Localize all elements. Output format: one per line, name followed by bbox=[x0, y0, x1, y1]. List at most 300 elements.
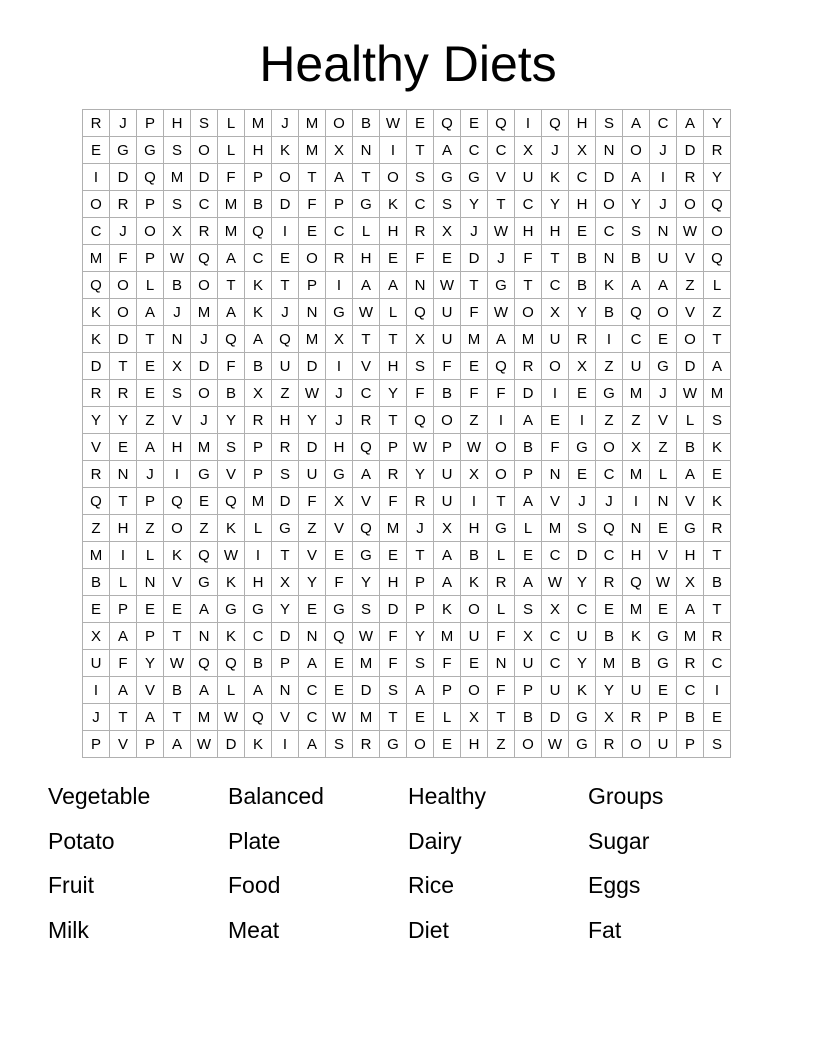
grid-cell[interactable]: B bbox=[164, 272, 191, 299]
grid-cell[interactable]: M bbox=[434, 623, 461, 650]
grid-cell[interactable]: Z bbox=[137, 515, 164, 542]
grid-cell[interactable]: O bbox=[461, 596, 488, 623]
grid-cell[interactable]: Z bbox=[704, 299, 731, 326]
grid-cell[interactable]: R bbox=[515, 353, 542, 380]
grid-cell[interactable]: Q bbox=[353, 434, 380, 461]
grid-cell[interactable]: I bbox=[461, 488, 488, 515]
grid-cell[interactable]: H bbox=[353, 245, 380, 272]
grid-cell[interactable]: E bbox=[407, 704, 434, 731]
grid-cell[interactable]: T bbox=[272, 272, 299, 299]
grid-cell[interactable]: V bbox=[677, 488, 704, 515]
grid-cell[interactable]: Q bbox=[542, 110, 569, 137]
grid-cell[interactable]: M bbox=[704, 380, 731, 407]
grid-cell[interactable]: Y bbox=[542, 191, 569, 218]
grid-cell[interactable]: M bbox=[623, 596, 650, 623]
grid-cell[interactable]: E bbox=[704, 704, 731, 731]
grid-cell[interactable]: P bbox=[515, 677, 542, 704]
grid-cell[interactable]: X bbox=[677, 569, 704, 596]
grid-cell[interactable]: J bbox=[596, 488, 623, 515]
grid-cell[interactable]: U bbox=[299, 461, 326, 488]
grid-cell[interactable]: Y bbox=[110, 407, 137, 434]
grid-cell[interactable]: M bbox=[245, 488, 272, 515]
grid-cell[interactable]: R bbox=[83, 461, 110, 488]
grid-cell[interactable]: Q bbox=[218, 488, 245, 515]
grid-cell[interactable]: D bbox=[110, 164, 137, 191]
grid-cell[interactable]: J bbox=[461, 218, 488, 245]
grid-cell[interactable]: Y bbox=[83, 407, 110, 434]
grid-cell[interactable]: Z bbox=[461, 407, 488, 434]
grid-cell[interactable]: T bbox=[380, 326, 407, 353]
grid-cell[interactable]: M bbox=[515, 326, 542, 353]
grid-cell[interactable]: F bbox=[488, 623, 515, 650]
grid-cell[interactable]: F bbox=[488, 677, 515, 704]
grid-cell[interactable]: T bbox=[380, 704, 407, 731]
grid-cell[interactable]: D bbox=[569, 542, 596, 569]
grid-cell[interactable]: F bbox=[110, 650, 137, 677]
grid-cell[interactable]: V bbox=[353, 353, 380, 380]
grid-cell[interactable]: A bbox=[137, 434, 164, 461]
grid-cell[interactable]: W bbox=[434, 272, 461, 299]
grid-cell[interactable]: B bbox=[218, 380, 245, 407]
grid-cell[interactable]: C bbox=[623, 326, 650, 353]
grid-cell[interactable]: X bbox=[326, 137, 353, 164]
grid-cell[interactable]: G bbox=[650, 353, 677, 380]
grid-cell[interactable]: P bbox=[407, 569, 434, 596]
grid-cell[interactable]: D bbox=[299, 353, 326, 380]
grid-cell[interactable]: O bbox=[677, 326, 704, 353]
grid-cell[interactable]: V bbox=[650, 407, 677, 434]
grid-cell[interactable]: F bbox=[380, 650, 407, 677]
grid-cell[interactable]: U bbox=[434, 326, 461, 353]
grid-cell[interactable]: L bbox=[137, 542, 164, 569]
grid-cell[interactable]: L bbox=[488, 542, 515, 569]
grid-cell[interactable]: G bbox=[569, 434, 596, 461]
grid-cell[interactable]: Q bbox=[704, 245, 731, 272]
grid-cell[interactable]: E bbox=[110, 434, 137, 461]
grid-cell[interactable]: Q bbox=[488, 353, 515, 380]
grid-cell[interactable]: S bbox=[164, 137, 191, 164]
grid-cell[interactable]: V bbox=[164, 569, 191, 596]
grid-cell[interactable]: E bbox=[650, 515, 677, 542]
grid-cell[interactable]: E bbox=[434, 245, 461, 272]
grid-cell[interactable]: W bbox=[164, 245, 191, 272]
grid-cell[interactable]: M bbox=[299, 110, 326, 137]
grid-cell[interactable]: A bbox=[191, 596, 218, 623]
grid-cell[interactable]: M bbox=[461, 326, 488, 353]
grid-cell[interactable]: V bbox=[650, 542, 677, 569]
grid-cell[interactable]: G bbox=[677, 515, 704, 542]
grid-cell[interactable]: M bbox=[596, 650, 623, 677]
grid-cell[interactable]: E bbox=[569, 461, 596, 488]
grid-cell[interactable]: T bbox=[704, 326, 731, 353]
grid-cell[interactable]: U bbox=[650, 731, 677, 758]
grid-cell[interactable]: R bbox=[704, 137, 731, 164]
grid-cell[interactable]: Q bbox=[623, 299, 650, 326]
grid-cell[interactable]: A bbox=[191, 677, 218, 704]
grid-cell[interactable]: E bbox=[596, 596, 623, 623]
grid-cell[interactable]: R bbox=[407, 488, 434, 515]
grid-cell[interactable]: G bbox=[488, 515, 515, 542]
grid-cell[interactable]: Z bbox=[272, 380, 299, 407]
grid-cell[interactable]: F bbox=[407, 245, 434, 272]
grid-cell[interactable]: Y bbox=[569, 299, 596, 326]
grid-cell[interactable]: Q bbox=[245, 704, 272, 731]
grid-cell[interactable]: Q bbox=[83, 272, 110, 299]
grid-cell[interactable]: D bbox=[272, 623, 299, 650]
grid-cell[interactable]: A bbox=[164, 731, 191, 758]
grid-cell[interactable]: X bbox=[569, 353, 596, 380]
grid-cell[interactable]: M bbox=[218, 191, 245, 218]
grid-cell[interactable]: W bbox=[191, 731, 218, 758]
grid-cell[interactable]: Y bbox=[407, 461, 434, 488]
grid-cell[interactable]: X bbox=[515, 137, 542, 164]
grid-cell[interactable]: I bbox=[650, 164, 677, 191]
grid-cell[interactable]: T bbox=[272, 542, 299, 569]
grid-cell[interactable]: Y bbox=[569, 650, 596, 677]
grid-cell[interactable]: D bbox=[596, 164, 623, 191]
grid-cell[interactable]: P bbox=[677, 731, 704, 758]
grid-cell[interactable]: P bbox=[434, 434, 461, 461]
grid-cell[interactable]: E bbox=[569, 380, 596, 407]
grid-cell[interactable]: E bbox=[434, 731, 461, 758]
grid-cell[interactable]: L bbox=[704, 272, 731, 299]
grid-cell[interactable]: D bbox=[272, 488, 299, 515]
grid-cell[interactable]: G bbox=[488, 272, 515, 299]
grid-cell[interactable]: C bbox=[191, 191, 218, 218]
grid-cell[interactable]: R bbox=[569, 326, 596, 353]
grid-cell[interactable]: I bbox=[272, 731, 299, 758]
grid-cell[interactable]: Y bbox=[218, 407, 245, 434]
grid-cell[interactable]: G bbox=[650, 650, 677, 677]
grid-cell[interactable]: B bbox=[596, 299, 623, 326]
grid-cell[interactable]: W bbox=[677, 218, 704, 245]
grid-cell[interactable]: K bbox=[245, 272, 272, 299]
grid-cell[interactable]: U bbox=[515, 164, 542, 191]
grid-cell[interactable]: R bbox=[110, 380, 137, 407]
grid-cell[interactable]: T bbox=[407, 542, 434, 569]
grid-cell[interactable]: N bbox=[299, 299, 326, 326]
grid-cell[interactable]: K bbox=[218, 569, 245, 596]
grid-cell[interactable]: X bbox=[326, 488, 353, 515]
grid-cell[interactable]: A bbox=[623, 272, 650, 299]
grid-cell[interactable]: T bbox=[110, 353, 137, 380]
grid-cell[interactable]: A bbox=[407, 677, 434, 704]
grid-cell[interactable]: F bbox=[515, 245, 542, 272]
grid-cell[interactable]: S bbox=[569, 515, 596, 542]
grid-cell[interactable]: D bbox=[191, 164, 218, 191]
grid-cell[interactable]: E bbox=[569, 218, 596, 245]
grid-cell[interactable]: X bbox=[272, 569, 299, 596]
grid-cell[interactable]: R bbox=[353, 407, 380, 434]
grid-cell[interactable]: E bbox=[650, 677, 677, 704]
grid-cell[interactable]: I bbox=[569, 407, 596, 434]
grid-cell[interactable]: T bbox=[488, 704, 515, 731]
grid-cell[interactable]: H bbox=[623, 542, 650, 569]
grid-cell[interactable]: K bbox=[164, 542, 191, 569]
grid-cell[interactable]: I bbox=[83, 677, 110, 704]
grid-cell[interactable]: M bbox=[218, 218, 245, 245]
grid-cell[interactable]: D bbox=[218, 731, 245, 758]
grid-cell[interactable]: P bbox=[245, 434, 272, 461]
grid-cell[interactable]: K bbox=[218, 623, 245, 650]
grid-cell[interactable]: P bbox=[137, 191, 164, 218]
grid-cell[interactable]: B bbox=[623, 245, 650, 272]
grid-cell[interactable]: O bbox=[326, 110, 353, 137]
grid-cell[interactable]: C bbox=[704, 650, 731, 677]
grid-cell[interactable]: X bbox=[245, 380, 272, 407]
grid-cell[interactable]: E bbox=[461, 110, 488, 137]
grid-cell[interactable]: R bbox=[677, 164, 704, 191]
grid-cell[interactable]: U bbox=[542, 677, 569, 704]
grid-cell[interactable]: A bbox=[299, 650, 326, 677]
grid-cell[interactable]: S bbox=[515, 596, 542, 623]
grid-cell[interactable]: E bbox=[326, 542, 353, 569]
grid-cell[interactable]: X bbox=[407, 326, 434, 353]
grid-cell[interactable]: B bbox=[245, 650, 272, 677]
grid-cell[interactable]: A bbox=[488, 326, 515, 353]
grid-cell[interactable]: R bbox=[326, 245, 353, 272]
grid-cell[interactable]: T bbox=[380, 407, 407, 434]
grid-cell[interactable]: R bbox=[596, 569, 623, 596]
grid-cell[interactable]: Z bbox=[299, 515, 326, 542]
grid-cell[interactable]: B bbox=[515, 704, 542, 731]
grid-cell[interactable]: F bbox=[218, 164, 245, 191]
grid-cell[interactable]: V bbox=[353, 488, 380, 515]
grid-cell[interactable]: R bbox=[488, 569, 515, 596]
grid-cell[interactable]: J bbox=[650, 191, 677, 218]
grid-cell[interactable]: O bbox=[407, 731, 434, 758]
grid-cell[interactable]: A bbox=[515, 569, 542, 596]
grid-cell[interactable]: B bbox=[353, 110, 380, 137]
grid-cell[interactable]: O bbox=[137, 218, 164, 245]
grid-cell[interactable]: G bbox=[326, 596, 353, 623]
grid-cell[interactable]: V bbox=[164, 407, 191, 434]
grid-cell[interactable]: W bbox=[218, 704, 245, 731]
grid-cell[interactable]: H bbox=[542, 218, 569, 245]
grid-cell[interactable]: J bbox=[326, 380, 353, 407]
grid-cell[interactable]: J bbox=[542, 137, 569, 164]
grid-cell[interactable]: B bbox=[515, 434, 542, 461]
grid-cell[interactable]: O bbox=[110, 272, 137, 299]
grid-cell[interactable]: L bbox=[218, 677, 245, 704]
grid-cell[interactable]: A bbox=[245, 677, 272, 704]
grid-cell[interactable]: K bbox=[434, 596, 461, 623]
grid-cell[interactable]: G bbox=[353, 542, 380, 569]
grid-cell[interactable]: T bbox=[110, 704, 137, 731]
grid-cell[interactable]: L bbox=[650, 461, 677, 488]
grid-cell[interactable]: Y bbox=[407, 623, 434, 650]
grid-cell[interactable]: T bbox=[353, 164, 380, 191]
grid-cell[interactable]: Y bbox=[569, 569, 596, 596]
grid-cell[interactable]: O bbox=[83, 191, 110, 218]
grid-cell[interactable]: C bbox=[461, 137, 488, 164]
grid-cell[interactable]: C bbox=[677, 677, 704, 704]
grid-cell[interactable]: L bbox=[488, 596, 515, 623]
grid-cell[interactable]: S bbox=[353, 596, 380, 623]
grid-cell[interactable]: A bbox=[704, 353, 731, 380]
grid-cell[interactable]: T bbox=[515, 272, 542, 299]
grid-cell[interactable]: A bbox=[380, 272, 407, 299]
grid-cell[interactable]: E bbox=[137, 353, 164, 380]
grid-cell[interactable]: E bbox=[704, 461, 731, 488]
grid-cell[interactable]: M bbox=[542, 515, 569, 542]
grid-cell[interactable]: O bbox=[704, 218, 731, 245]
grid-cell[interactable]: N bbox=[488, 650, 515, 677]
grid-cell[interactable]: C bbox=[83, 218, 110, 245]
grid-cell[interactable]: S bbox=[704, 731, 731, 758]
grid-cell[interactable]: L bbox=[218, 137, 245, 164]
grid-cell[interactable]: P bbox=[245, 164, 272, 191]
grid-cell[interactable]: U bbox=[569, 623, 596, 650]
grid-cell[interactable]: W bbox=[407, 434, 434, 461]
grid-cell[interactable]: J bbox=[407, 515, 434, 542]
grid-cell[interactable]: V bbox=[677, 245, 704, 272]
grid-cell[interactable]: C bbox=[596, 461, 623, 488]
grid-cell[interactable]: X bbox=[164, 353, 191, 380]
grid-cell[interactable]: H bbox=[380, 353, 407, 380]
grid-cell[interactable]: F bbox=[461, 380, 488, 407]
grid-cell[interactable]: O bbox=[677, 191, 704, 218]
grid-cell[interactable]: X bbox=[515, 623, 542, 650]
grid-cell[interactable]: Q bbox=[137, 164, 164, 191]
grid-cell[interactable]: I bbox=[515, 110, 542, 137]
grid-cell[interactable]: Y bbox=[299, 569, 326, 596]
grid-cell[interactable]: R bbox=[83, 110, 110, 137]
grid-cell[interactable]: B bbox=[164, 677, 191, 704]
grid-cell[interactable]: F bbox=[380, 623, 407, 650]
grid-cell[interactable]: V bbox=[110, 731, 137, 758]
grid-cell[interactable]: Q bbox=[164, 488, 191, 515]
grid-cell[interactable]: X bbox=[434, 218, 461, 245]
grid-cell[interactable]: R bbox=[623, 704, 650, 731]
grid-cell[interactable]: E bbox=[83, 137, 110, 164]
grid-cell[interactable]: S bbox=[407, 164, 434, 191]
grid-cell[interactable]: K bbox=[245, 299, 272, 326]
grid-cell[interactable]: G bbox=[191, 461, 218, 488]
grid-cell[interactable]: M bbox=[191, 434, 218, 461]
grid-cell[interactable]: Z bbox=[191, 515, 218, 542]
grid-cell[interactable]: A bbox=[137, 299, 164, 326]
grid-cell[interactable]: J bbox=[272, 299, 299, 326]
grid-cell[interactable]: U bbox=[623, 677, 650, 704]
grid-cell[interactable]: X bbox=[326, 326, 353, 353]
grid-cell[interactable]: D bbox=[461, 245, 488, 272]
grid-cell[interactable]: H bbox=[461, 731, 488, 758]
grid-cell[interactable]: A bbox=[677, 110, 704, 137]
grid-cell[interactable]: K bbox=[623, 623, 650, 650]
grid-cell[interactable]: E bbox=[461, 353, 488, 380]
grid-cell[interactable]: B bbox=[677, 704, 704, 731]
grid-cell[interactable]: A bbox=[110, 677, 137, 704]
grid-cell[interactable]: J bbox=[137, 461, 164, 488]
grid-cell[interactable]: R bbox=[704, 515, 731, 542]
grid-cell[interactable]: K bbox=[596, 272, 623, 299]
grid-cell[interactable]: P bbox=[137, 245, 164, 272]
grid-cell[interactable]: T bbox=[542, 245, 569, 272]
grid-cell[interactable]: I bbox=[245, 542, 272, 569]
grid-cell[interactable]: C bbox=[542, 542, 569, 569]
grid-cell[interactable]: A bbox=[299, 731, 326, 758]
grid-cell[interactable]: A bbox=[650, 272, 677, 299]
grid-cell[interactable]: I bbox=[380, 137, 407, 164]
grid-cell[interactable]: W bbox=[461, 434, 488, 461]
grid-cell[interactable]: P bbox=[650, 704, 677, 731]
grid-cell[interactable]: I bbox=[110, 542, 137, 569]
grid-cell[interactable]: E bbox=[299, 218, 326, 245]
grid-cell[interactable]: C bbox=[569, 164, 596, 191]
grid-cell[interactable]: E bbox=[650, 596, 677, 623]
grid-cell[interactable]: M bbox=[353, 704, 380, 731]
grid-cell[interactable]: T bbox=[110, 488, 137, 515]
grid-cell[interactable]: X bbox=[461, 704, 488, 731]
grid-cell[interactable]: H bbox=[326, 434, 353, 461]
grid-cell[interactable]: M bbox=[623, 380, 650, 407]
grid-cell[interactable]: J bbox=[326, 407, 353, 434]
grid-cell[interactable]: J bbox=[272, 110, 299, 137]
grid-cell[interactable]: W bbox=[353, 623, 380, 650]
grid-cell[interactable]: P bbox=[380, 434, 407, 461]
grid-cell[interactable]: T bbox=[164, 623, 191, 650]
grid-cell[interactable]: O bbox=[515, 299, 542, 326]
grid-cell[interactable]: D bbox=[515, 380, 542, 407]
grid-cell[interactable]: P bbox=[515, 461, 542, 488]
grid-cell[interactable]: A bbox=[434, 542, 461, 569]
grid-cell[interactable]: Q bbox=[353, 515, 380, 542]
grid-cell[interactable]: F bbox=[299, 191, 326, 218]
grid-cell[interactable]: Q bbox=[326, 623, 353, 650]
grid-cell[interactable]: G bbox=[650, 623, 677, 650]
grid-cell[interactable]: K bbox=[83, 326, 110, 353]
grid-cell[interactable]: Q bbox=[704, 191, 731, 218]
grid-cell[interactable]: G bbox=[137, 137, 164, 164]
grid-cell[interactable]: S bbox=[272, 461, 299, 488]
grid-cell[interactable]: C bbox=[299, 704, 326, 731]
grid-cell[interactable]: E bbox=[407, 110, 434, 137]
grid-cell[interactable]: M bbox=[299, 326, 326, 353]
grid-cell[interactable]: L bbox=[137, 272, 164, 299]
grid-cell[interactable]: P bbox=[137, 110, 164, 137]
grid-cell[interactable]: Y bbox=[299, 407, 326, 434]
grid-cell[interactable]: N bbox=[299, 623, 326, 650]
grid-cell[interactable]: P bbox=[137, 623, 164, 650]
grid-cell[interactable]: X bbox=[596, 704, 623, 731]
grid-cell[interactable]: M bbox=[245, 110, 272, 137]
grid-cell[interactable]: W bbox=[677, 380, 704, 407]
grid-cell[interactable]: P bbox=[407, 596, 434, 623]
grid-cell[interactable]: F bbox=[407, 380, 434, 407]
grid-cell[interactable]: G bbox=[272, 515, 299, 542]
grid-cell[interactable]: X bbox=[83, 623, 110, 650]
grid-cell[interactable]: R bbox=[596, 731, 623, 758]
grid-cell[interactable]: H bbox=[569, 191, 596, 218]
grid-cell[interactable]: T bbox=[488, 488, 515, 515]
grid-cell[interactable]: A bbox=[677, 596, 704, 623]
grid-cell[interactable]: E bbox=[326, 677, 353, 704]
grid-cell[interactable]: H bbox=[461, 515, 488, 542]
grid-cell[interactable]: L bbox=[515, 515, 542, 542]
grid-cell[interactable]: M bbox=[353, 650, 380, 677]
grid-cell[interactable]: G bbox=[353, 191, 380, 218]
grid-cell[interactable]: M bbox=[83, 245, 110, 272]
grid-cell[interactable]: B bbox=[245, 353, 272, 380]
grid-cell[interactable]: B bbox=[623, 650, 650, 677]
grid-cell[interactable]: E bbox=[380, 245, 407, 272]
grid-cell[interactable]: V bbox=[272, 704, 299, 731]
grid-cell[interactable]: B bbox=[677, 434, 704, 461]
grid-cell[interactable]: C bbox=[569, 596, 596, 623]
grid-cell[interactable]: R bbox=[380, 461, 407, 488]
grid-cell[interactable]: T bbox=[407, 137, 434, 164]
